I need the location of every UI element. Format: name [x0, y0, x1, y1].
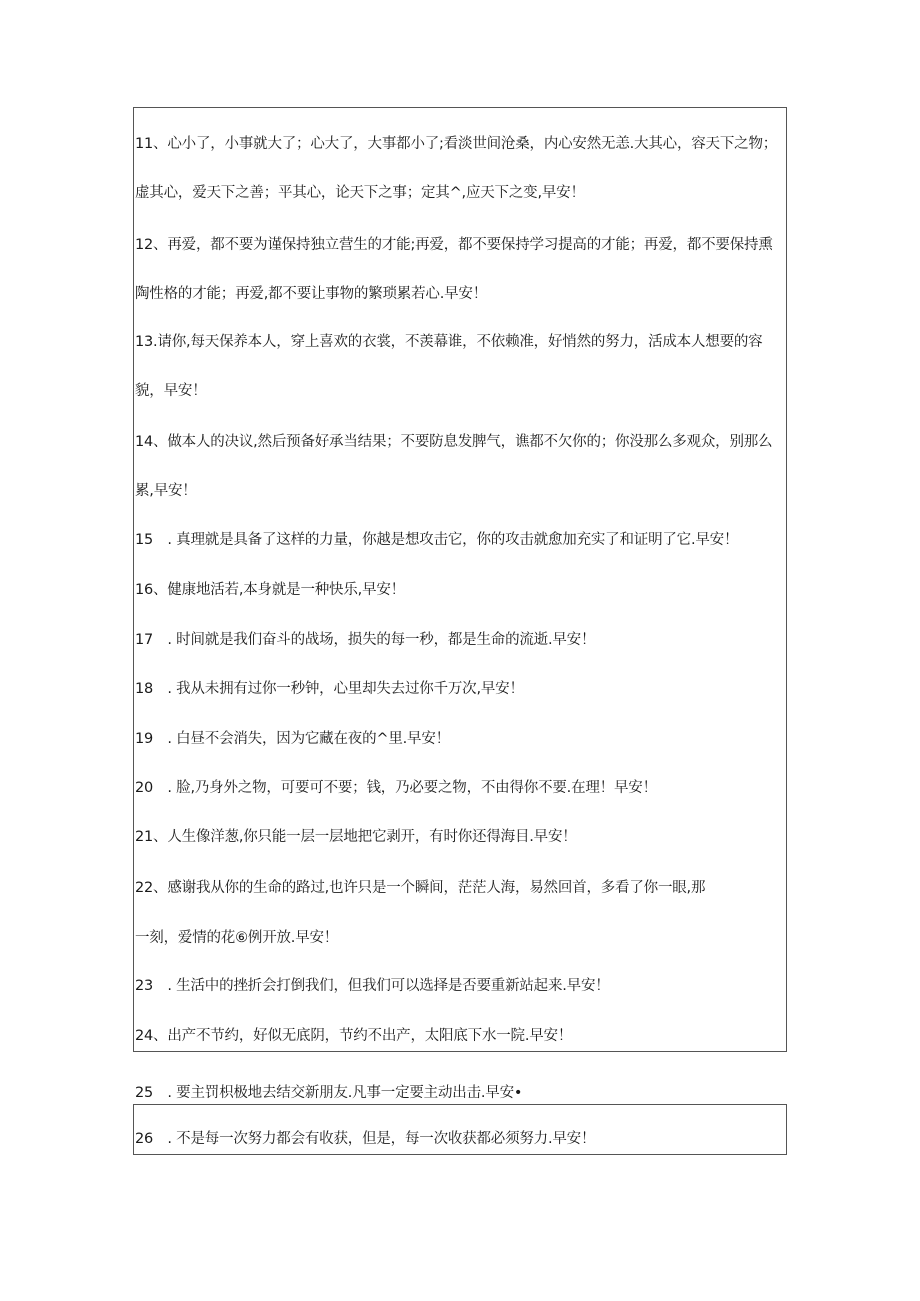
text-line: 23 . 生活中的挫折会打倒我们，但我们可以选择是否要重新站起来.早安！ [135, 978, 610, 994]
text-line: 17 . 时间就是我们奋斗的战场，损失的每一秒，都是生命的流逝.早安！ [135, 632, 596, 648]
text-line: 18 . 我从未拥有过你一秒钟，心里却失去过你千万次,早安！ [135, 681, 524, 697]
text-line: 24、出产不节约，好似无底阴，节约不出产，太阳底下水一院.早安！ [135, 1028, 573, 1044]
text-line: 16、健康地活若,本身就是一种快乐,早安！ [135, 582, 405, 598]
text-line: 虚其心，爱天下之善；平其心，论天下之事；定其^,应天下之变,早安！ [135, 185, 585, 201]
text-line: 11、心小了，小事就大了；心大了，大事都小了;看淡世间沧桑，内心安然无恙.大其心，容天下之物； [135, 136, 778, 152]
text-line: 19 . 白昼不会消失，因为它藏在夜的^里.早安！ [135, 731, 450, 747]
text-line: 一刻，爱情的花⑥例开放.早安！ [135, 930, 339, 946]
text-line: 22、感谢我从你的生命的路过,也许只是一个瞬间，茫茫人海，易然回首，多看了你一眼,那 [135, 880, 706, 896]
text-line: 20 . 脸,乃身外之物，可要可不要；钱，乃必要之物，不由得你不要.在理！早安！ [135, 780, 657, 796]
text-line: 21、人生像洋葱,你只能一层一层地把它剥开，有时你还得海目.早安！ [135, 829, 577, 845]
text-line: 26 . 不是每一次努力都会有收获，但是，每一次收获都必须努力.早安！ [135, 1131, 596, 1147]
text-line: 貌，早安！ [135, 383, 207, 399]
text-line: 25 . 要主罚枳极地去结交新朋友.凡事一定要主动出击.早安• [135, 1085, 523, 1101]
text-line: 累,早安！ [135, 483, 197, 499]
text-line: 14、做本人的决议,然后预备好承当结果；不要防息发脾气，谯都不欠你的；你没那么多观众，别那么 [135, 434, 773, 450]
text-line: 12、再爱，都不要为谨保持独立营生的才能;再爱，都不要保持学习提高的才能；再爱，都不要保持熏 [135, 237, 773, 253]
text-line: 15 . 真理就是具备了这样的力量，你越是想攻击它，你的攻击就愈加充实了和证明了它.早安！ [135, 532, 739, 548]
text-line: 13.请你,每天保养本人，穿上喜欢的衣裳，不羡幕谁，不依赖准，好悄然的努力，活成本人想要的容 [135, 334, 763, 350]
text-line: 陶性格的才能；再爱,都不要让事物的繁琐累若心.早安！ [135, 286, 488, 302]
